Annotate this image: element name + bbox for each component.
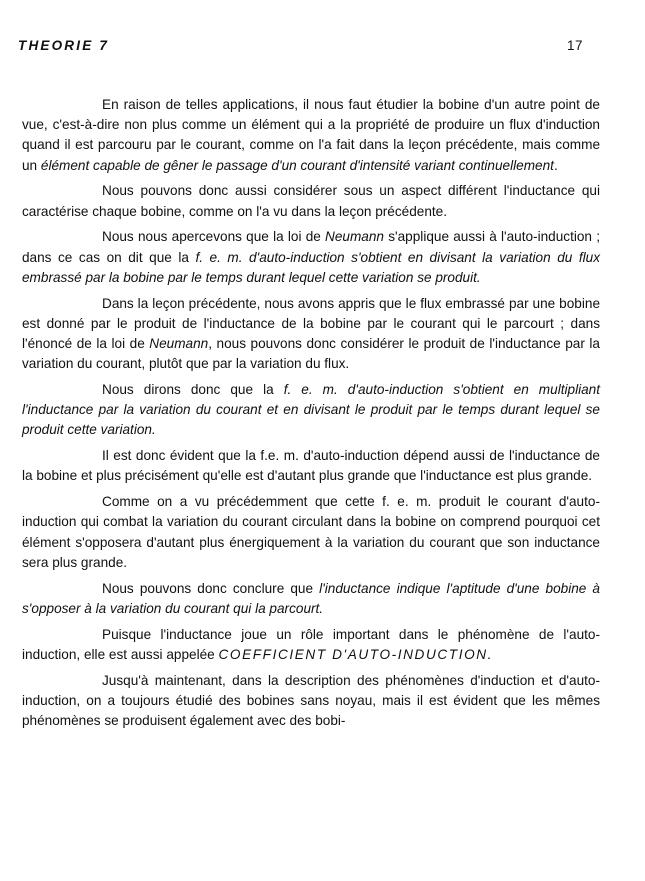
- text-run: , nous pouvons donc considérer le produit de l'inductance par la variation du courant, plutôt que par la variation du flux.: [22, 336, 600, 372]
- text-run: Nous nous apercevons que la loi de: [102, 229, 326, 245]
- text-run: Comme on a vu précédemment que cette f. e. m. produit le courant d'auto-induction qui combat la variation du courant circulant dans la bobine on comprend pourquoi cet élément s'opposera d'autant plus énergiquement à la variation du courant que son inductance sera plus grande.: [22, 494, 600, 570]
- paragraph: [22, 181, 600, 221]
- emphasized-text: COEFFICIENT D'AUTO-INDUCTION.: [218, 646, 494, 662]
- running-title: THEORIE 7: [18, 38, 110, 53]
- text-run: En raison de telles applications, il nous faut étudier la bobine d'un autre point de vue, c'est-à-dire non plus comme un élément qui a la propriété de produire un flux d'induction quand il est parcouru par le courant, comme on l'a fait dans la leçon précédente, mais comme un: [22, 97, 600, 173]
- page-number: 17: [566, 38, 583, 53]
- text-run: Nous pouvons donc conclure que: [102, 580, 320, 596]
- page-header: [18, 38, 583, 58]
- paragraph: [22, 492, 600, 573]
- text-run: s'applique aussi à l'auto-induction ; dans ce cas on dit que la: [22, 229, 600, 265]
- text-run: Il est donc évident que la f.e. m. d'auto-induction dépend aussi de l'inductance de la bobine et plus précisément qu'elle est d'autant plus grande que l'inductance est plus grande.: [22, 448, 600, 484]
- emphasized-text: Neumann: [149, 336, 209, 352]
- text-run: Nous dirons donc que la: [102, 382, 284, 398]
- paragraph: [22, 625, 600, 665]
- text-run: Nous pouvons donc aussi considérer sous un aspect différent l'inductance qui caractérise chaque bobine, comme on l'a vu dans la leçon précédente.: [22, 183, 600, 219]
- paragraph: [22, 294, 600, 375]
- body-text: [22, 95, 600, 737]
- emphasized-text: f. e. m. d'auto-induction s'obtient en multipliant l'inductance par la variation du courant et en divisant le produit par le temps durant lequel se produit cette variation.: [22, 382, 601, 438]
- text-run: Jusqu'à maintenant, dans la description des phénomènes d'induction et d'auto-induction, on a toujours étudié des bobines sans noyau, mais il est évident que les mêmes phénomènes se produisent également avec des bobi-: [22, 672, 600, 729]
- emphasized-text: Neumann: [325, 229, 384, 245]
- paragraph: [22, 227, 600, 288]
- paragraph: [22, 446, 600, 486]
- text-run: Puisque l'inductance joue un rôle important dans le phénomène de l'auto-induction, elle est aussi appelée: [22, 626, 600, 662]
- paragraph: [22, 579, 600, 619]
- text-run: Dans la leçon précédente, nous avons appris que le flux embrassé par une bobine est donné par le produit de l'inductance de la bobine par le courant qui le parcourt ; dans l'énoncé de la loi de: [22, 295, 600, 352]
- paragraph: [22, 95, 600, 176]
- paragraph: [22, 671, 600, 732]
- emphasized-text: élément capable de gêner le passage d'un courant d'intensité variant continuellement: [40, 157, 554, 173]
- emphasized-text: f. e. m. d'auto-induction s'obtient en divisant la variation du flux embrassé par la bobine par le temps durant lequel cette variation se produit.: [22, 249, 601, 285]
- text-run: .: [553, 157, 558, 173]
- emphasized-text: l'inductance indique l'aptitude d'une bobine à s'opposer à la variation du courant qui la parcourt.: [22, 580, 600, 616]
- paragraph: [22, 380, 600, 441]
